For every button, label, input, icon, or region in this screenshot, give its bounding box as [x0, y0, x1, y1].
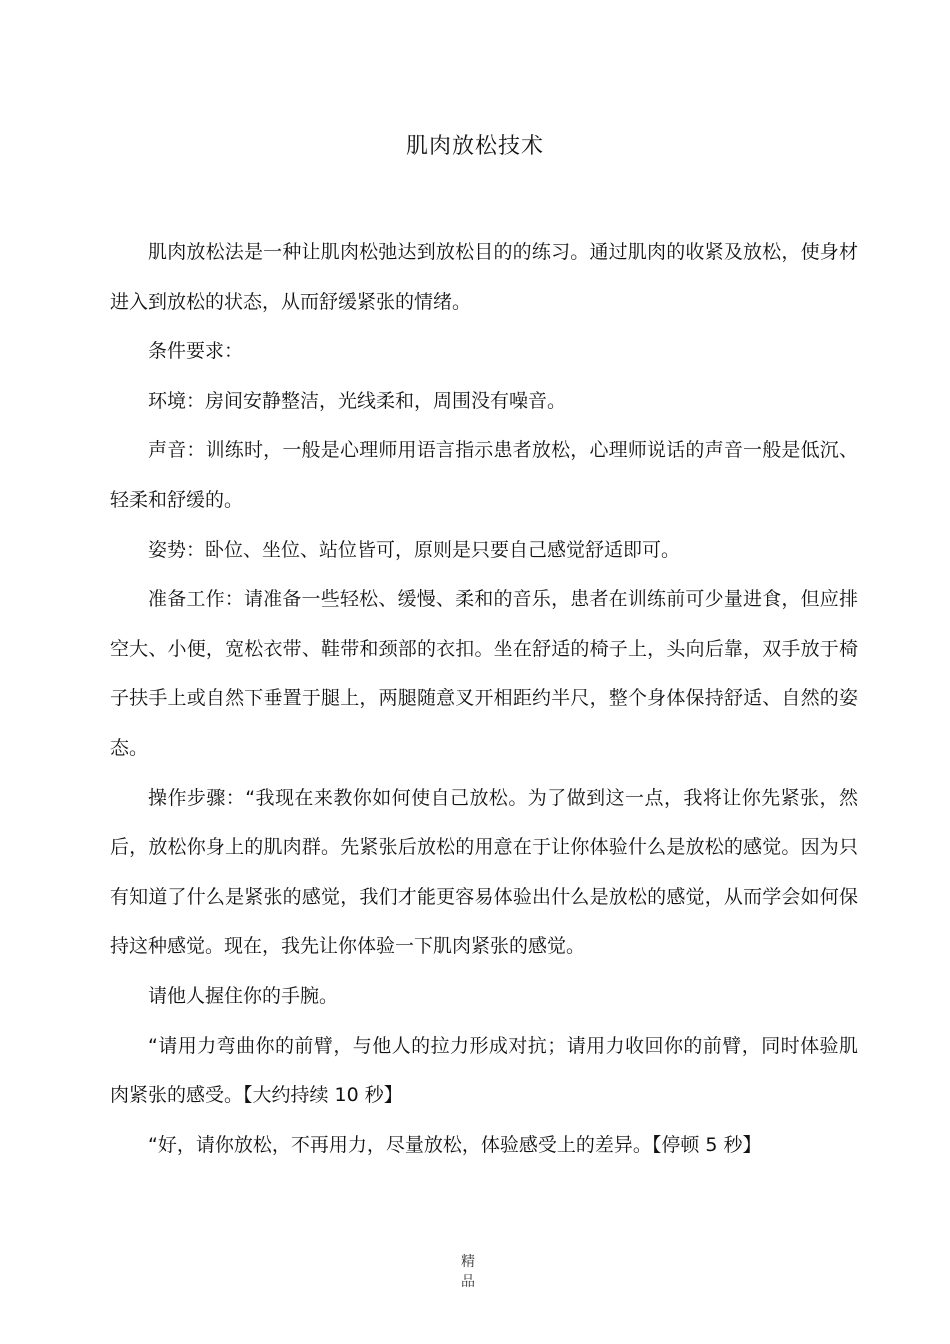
document-title: 肌肉放松技术 [405, 134, 544, 159]
paragraph-procedure: 操作步骤：“我现在来教你如何使自己放松。为了做到这一点，我将让你先紧张，然后，放松你身上的肌肉群。先紧张后放松的用意在于让你体验什么是放松的感觉。因为只有知道了什么是紧张的感觉，我们才能更容易体验出什么是放松的感觉，从而学会如何保持这种感觉。现在，我先让你体验一下肌肉紧张的感觉。 [110, 786, 858, 958]
paragraph-tense-forearm: “请用力弯曲你的前臂，与他人的拉力形成对抗；请用力收回你的前臂，同时体验肌肉紧张的感受。【大约持续 10 秒】 [110, 1034, 858, 1107]
paragraph-intro: 肌肉放松法是一种让肌肉松弛达到放松目的的练习。通过肌肉的收紧及放松，使身材进入到放松的状态，从而舒缓紧张的情绪。 [110, 241, 858, 313]
paragraph-hold-wrist: 请他人握住你的手腕。 [148, 984, 339, 1007]
document-body [110, 228, 858, 1170]
paragraph-posture: 姿势：卧位、坐位、站位皆可，原则是只要自己感觉舒适即可。 [148, 538, 681, 561]
paragraph-sound: 声音：训练时，一般是心理师用语言指示患者放松，心理师说话的声音一般是低沉、轻柔和舒缓的。 [110, 439, 858, 511]
paragraph-relax: “好，请你放松，不再用力，尽量放松，体验感受上的差异。【停顿 5 秒】 [148, 1133, 762, 1156]
paragraph-preparation: 准备工作：请准备一些轻松、缓慢、柔和的音乐，患者在训练前可少量进食，但应排空大、小便，宽松衣带、鞋带和颈部的衣扣。坐在舒适的椅子上，头向后靠，双手放于椅子扶手上或自然下垂置于腿上，两腿随意叉开相距约半尺，整个身体保持舒适、自然的姿态。 [110, 588, 858, 759]
footer-char-1: 精 [461, 1254, 475, 1270]
paragraph-environment: 环境：房间安静整洁，光线柔和，周围没有噪音。 [148, 389, 567, 412]
paragraph-conditions-heading: 条件要求： [148, 340, 244, 363]
page-footer [458, 1252, 478, 1292]
footer-char-2: 品 [461, 1274, 475, 1290]
